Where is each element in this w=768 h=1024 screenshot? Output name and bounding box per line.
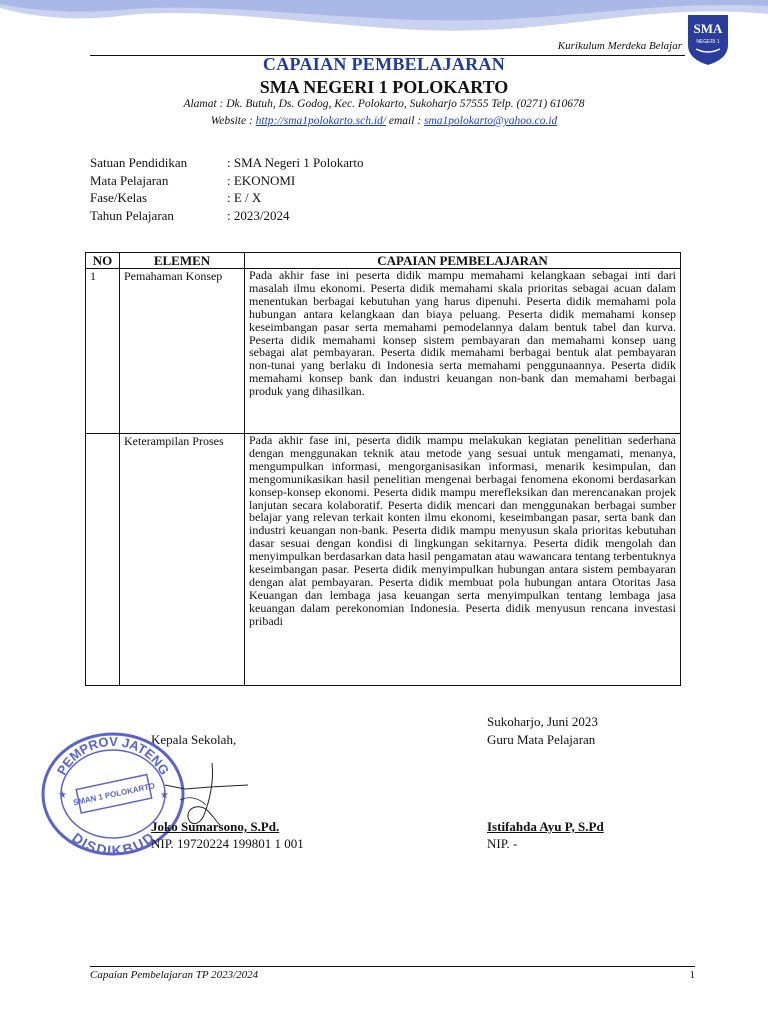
school-name: SMA NEGERI 1 POLOKARTO [259,77,509,97]
website-link[interactable]: http://sma1polokarto.sch.id/ [255,115,387,127]
info-value: : SMA Negeri 1 Polokarto [227,155,364,170]
footer-text: Capaian Pembelajaran TP 2023/2024 [90,969,259,981]
document-title: CAPAIAN PEMBELAJARAN [262,54,506,74]
row-capaian: Pada akhir fase ini peserta didik mampu memahami kelangkaan sebagai inti dari masalah ilmu ekonomi. Peserta didik memahami skala prioritas sebagai acuan dalam menentukan berbagai kebutuhan yang harus dipenuhi. Peserta didik memahami pola hubungan antara kelangkaan dan biaya peluang. Peserta didik memahami konsep keseimbangan pasar serta memahami pemodelannya dalam bentuk tabel dan kurva. Peserta didik memahami konsep sistem pembayaran dan memahami konsep uang sebagai alat pembayaran. Peserta didik memahami berbagai bentuk alat pembayaran non-tunai yang berlaku di Indonesia serta memahami penggunaannya. Peserta didik memahami konsep bank dan industri keuangan non-bank dan memahami berbagai produk yang dihasilkan. [245,269,681,434]
page-number: 1 [689,969,695,981]
info-label: Fase/Kelas [90,190,148,205]
principal-role: Kepala Sekolah, [151,732,237,747]
stamp-bottom-text: DISDIKBUD [69,829,157,858]
info-label: Satuan Pendidikan [90,155,188,170]
course-info [90,154,364,224]
info-value: : EKONOMI [227,172,296,188]
info-row [90,189,364,207]
website-label: Website : [210,115,256,127]
school-address: Alamat : Dk. Butuh, Ds. Godog, Kec. Polokarto, Sukoharjo 57555 Telp. (0271) 610678 [183,98,585,110]
place-date: Sukoharjo, Juni 2023 [487,714,598,729]
row-no [86,434,120,686]
info-row [90,207,364,225]
stamp-center-text: SMAN 1 POLOKARTO [72,781,156,808]
row-no: 1 [86,269,120,434]
row-elemen: Keterampilan Proses [120,434,245,686]
curriculum-tagline: Kurikulum Merdeka Belajar [557,40,682,52]
svg-text:★: ★ [160,790,169,801]
row-elemen: Pemahaman Konsep [120,269,245,434]
header-elemen: ELEMEN [120,253,245,269]
info-label: Tahun Pelajaran [90,207,174,223]
learning-outcomes-table [85,252,681,686]
page-footer [90,966,695,981]
teacher-nip: NIP. - [487,836,518,851]
teacher-name: Istifahda Ayu P, S.Pd [487,819,604,834]
teacher-role: Guru Mata Pelajaran [487,732,596,747]
svg-text:★: ★ [58,790,67,801]
stamp-top-text: PEMPROV JATENG [53,733,173,778]
principal-nip: NIP. 19720224 199801 1 001 [151,836,304,851]
table-row [86,434,681,686]
info-value: : 2023/2024 [227,207,290,223]
table-row [86,269,681,434]
header-no: NO [86,253,120,269]
info-row [90,154,364,172]
email-link[interactable]: sma1polokarto@yahoo.co.id [424,115,558,127]
email-label: email : [386,115,425,127]
contact-line [0,115,768,127]
logo-subtext: NEGERI 1 [696,39,720,45]
svg-text:PEMPROV JATENG [54,734,172,778]
info-row [90,172,364,190]
header-capaian: CAPAIAN PEMBELAJARAN [245,253,681,269]
table-header-row [86,253,681,269]
svg-text:DISDIKBUD [69,829,157,858]
logo-text: SMA [693,21,723,36]
principal-name: Joko Sumarsono, S.Pd. [151,819,280,834]
info-label: Mata Pelajaran [90,172,169,188]
row-capaian: Pada akhir fase ini, peserta didik mampu melakukan kegiatan penelitian sederhana dengan menggunakan teknik atau metode yang sesuai untuk mengamati, menanya, mengumpulkan informasi, mengorganisasikan informasi, menarik kesimpulan, dan mengomunikasikan hasil penelitian mengenai berbagai fenomena ekonomi berdasarkan konsep-konsep ekonomi. Peserta didik mampu merefleksikan dan merencanakan projek lanjutan secara kolaboratif. Peserta didik mencari dan menggunakan berbagai sumber belajar yang relevan terkait konten ilmu ekonomi, keseimbangan pasar, serta bank dan industri keuangan non-bank. Peserta didik mampu menyusun skala prioritas kebutuhan dasar sesuai dengan kondisi di lingkungan sekitarnya. Peserta didik mengolah dan menyimpulkan berdasarkan data hasil pengamatan atau wawancara tentang terbentuknya keseimbangan pasar. Peserta didik menyimpulkan hubungan antara sistem pembayaran dengan alat pembayaran. Peserta didik membuat pola hubungan antara Otoritas Jasa Keuangan dan lembaga jasa keuangan serta menyimpulkan tentang lembaga jasa keuangan dalam perekonomian Indonesia. Peserta didik menyusun rencana investasi pribadi [245,434,681,686]
info-value: : E / X [227,190,262,205]
